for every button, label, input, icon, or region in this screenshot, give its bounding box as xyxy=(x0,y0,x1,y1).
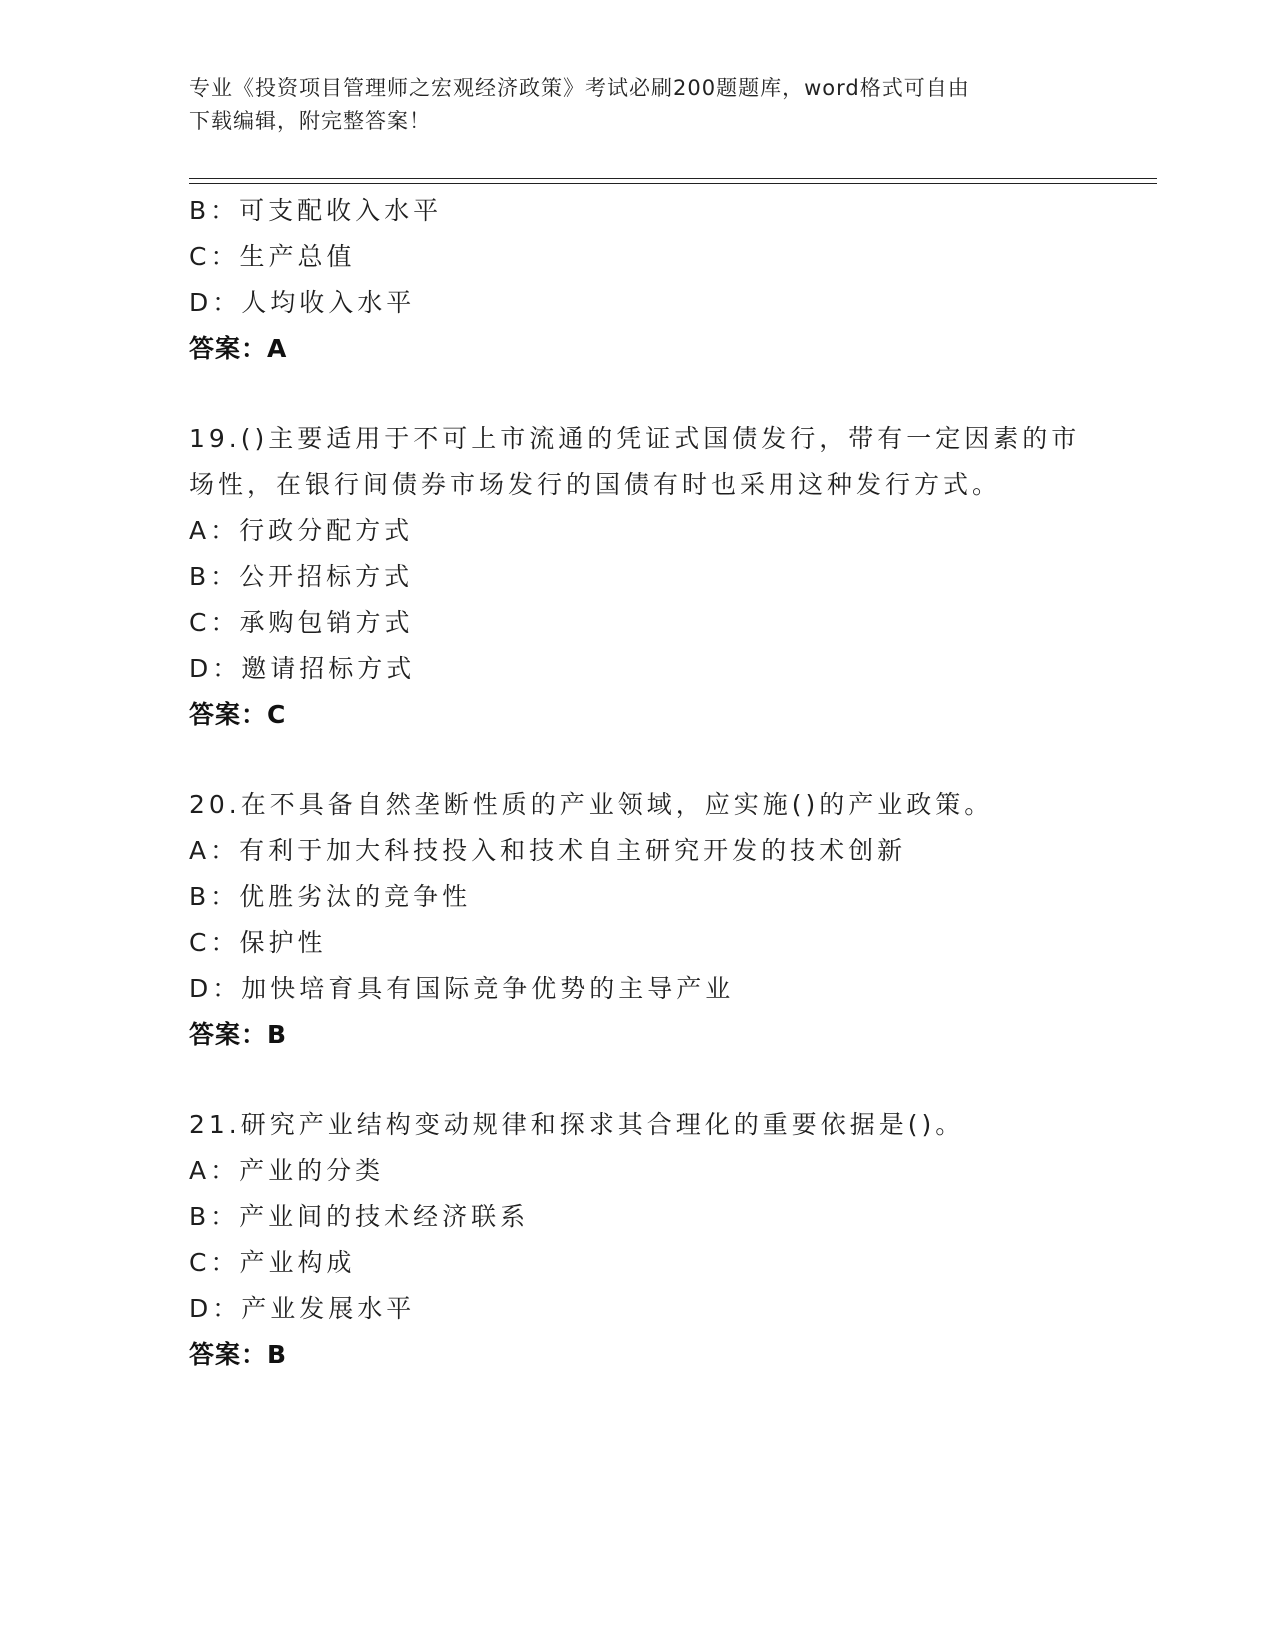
question-list xyxy=(189,188,1109,1378)
spacer xyxy=(189,1058,1109,1102)
option-d: D：产业发展水平 xyxy=(189,1294,416,1323)
spacer xyxy=(189,738,1109,782)
option-d: D：邀请招标方式 xyxy=(189,654,416,683)
option-d: D：人均收入水平 xyxy=(189,288,416,317)
answer: 答案：B xyxy=(189,1020,288,1049)
question-19 xyxy=(189,416,1109,738)
header-divider-top xyxy=(189,178,1157,179)
header-divider-bottom xyxy=(189,183,1157,184)
option-a: A：产业的分类 xyxy=(189,1156,385,1185)
option-a: A：行政分配方式 xyxy=(189,516,414,545)
option-b: B：优胜劣汰的竞争性 xyxy=(189,882,472,911)
document-header xyxy=(189,72,1089,138)
spacer xyxy=(189,372,1109,416)
answer: 答案：C xyxy=(189,700,287,729)
question-21 xyxy=(189,1102,1109,1378)
question-stem-line-1: 20.在不具备自然垄断性质的产业领域，应实施()的产业政策。 xyxy=(189,790,994,819)
option-c: C：保护性 xyxy=(189,928,327,957)
answer: 答案：B xyxy=(189,1340,288,1369)
question-stem-line-1: 19.()主要适用于不可上市流通的凭证式国债发行，带有一定因素的市 xyxy=(189,424,1081,453)
option-c: C：承购包销方式 xyxy=(189,608,414,637)
header-line-1: 专业《投资项目管理师之宏观经济政策》考试必刷200题题库，word格式可自由 xyxy=(189,76,970,100)
option-b: B：公开招标方式 xyxy=(189,562,414,591)
option-d: D：加快培育具有国际竞争优势的主导产业 xyxy=(189,974,735,1003)
question-18-partial xyxy=(189,188,1109,372)
answer: 答案：A xyxy=(189,334,288,363)
option-a: A：有利于加大科技投入和技术自主研究开发的技术创新 xyxy=(189,836,907,865)
option-c: C：产业构成 xyxy=(189,1248,356,1277)
option-b: B：产业间的技术经济联系 xyxy=(189,1202,530,1231)
question-stem-line-2: 场性，在银行间债券市场发行的国债有时也采用这种发行方式。 xyxy=(189,470,1002,499)
header-line-2: 下载编辑，附完整答案！ xyxy=(189,109,431,133)
question-20 xyxy=(189,782,1109,1058)
question-stem-line-1: 21.研究产业结构变动规律和探求其合理化的重要依据是()。 xyxy=(189,1110,965,1139)
option-b: B：可支配收入水平 xyxy=(189,196,443,225)
option-c: C：生产总值 xyxy=(189,242,356,271)
